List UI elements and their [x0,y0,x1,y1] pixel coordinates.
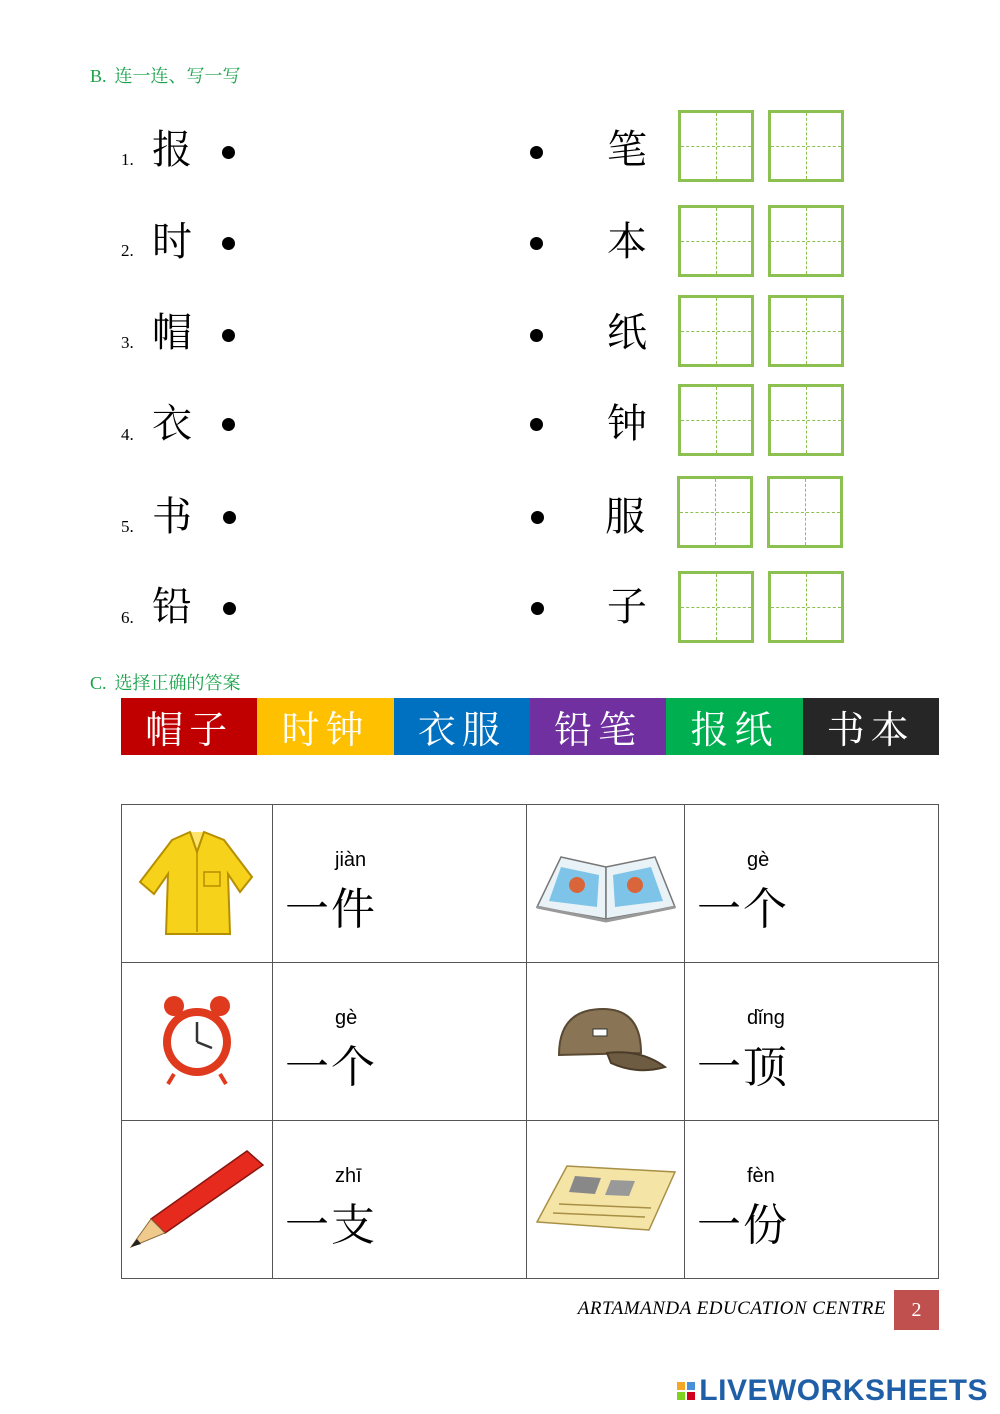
open-book-icon [531,837,681,927]
right-char: 服 [605,494,645,540]
right-match-dot[interactable] [530,329,543,342]
writing-box[interactable] [768,110,844,182]
writing-box[interactable] [678,295,754,367]
measure-cell[interactable] [273,1121,527,1279]
left-match-dot[interactable] [222,146,235,159]
writing-box[interactable] [678,110,754,182]
newspaper-icon [531,1158,681,1238]
measure-cell[interactable] [273,805,527,963]
left-match-dot[interactable] [222,329,235,342]
writing-box[interactable] [767,476,843,548]
word-option[interactable]: 书本 [803,698,939,755]
picture-cell [527,805,685,963]
right-char: 子 [607,584,647,630]
left-match-dot[interactable] [223,511,236,524]
picture-cell [527,963,685,1121]
measure-word: 一顶 [697,1042,789,1093]
pinyin: jiàn [335,849,367,871]
left-char: 书 [152,494,192,540]
picture-cell [527,1121,685,1279]
row-number: 6. [121,608,134,627]
word-option[interactable]: 报纸 [666,698,802,755]
liveworksheets-logo[interactable] [677,1374,988,1408]
writing-box[interactable] [678,205,754,277]
right-match-dot[interactable] [530,418,543,431]
measure-word: 一支 [285,1200,377,1251]
brown-cap-icon [541,995,671,1085]
section-b-heading [90,62,241,88]
table-row [122,1121,939,1279]
left-match-dot[interactable] [223,602,236,615]
footer-centre-name: ARTAMANDA EDUCATION CENTRE [577,1298,886,1319]
alarm-clock-icon [152,990,242,1090]
writing-box[interactable] [768,295,844,367]
yellow-shirt-icon [132,822,262,942]
left-char: 帽 [152,310,192,356]
word-bank [121,698,939,755]
right-char: 钟 [607,401,647,447]
right-char: 本 [607,219,647,265]
measure-cell[interactable] [685,805,939,963]
liveworksheets-icon [677,1382,695,1400]
measure-cell[interactable] [685,1121,939,1279]
measure-cell[interactable] [685,963,939,1121]
red-pencil-icon [127,1143,267,1253]
word-option[interactable]: 衣服 [394,698,530,755]
word-option[interactable]: 时钟 [257,698,393,755]
writing-box[interactable] [768,384,844,456]
measure-word: 一份 [697,1200,789,1251]
section-b-letter: B. [90,66,107,86]
table-row [122,963,939,1121]
writing-box[interactable] [678,571,754,643]
left-char: 铅 [152,584,192,630]
row-number: 2. [121,241,134,260]
measure-word: 一个 [285,1042,377,1093]
pinyin: gè [335,1007,358,1029]
word-option[interactable]: 铅笔 [530,698,666,755]
right-match-dot[interactable] [531,602,544,615]
liveworksheets-brand: LIVEWORKSHEETS [699,1374,988,1407]
pinyin: dǐng [747,1007,785,1029]
pinyin: zhī [335,1165,362,1187]
right-match-dot[interactable] [531,511,544,524]
right-match-dot[interactable] [530,237,543,250]
right-char: 纸 [607,310,647,356]
right-char: 笔 [607,127,647,173]
measure-word: 一件 [285,884,377,935]
row-number: 5. [121,517,134,536]
page-number: 2 [894,1290,939,1330]
left-char: 报 [152,127,192,173]
word-option[interactable]: 帽子 [121,698,257,755]
picture-cell [122,805,273,963]
writing-box[interactable] [678,384,754,456]
right-match-dot[interactable] [530,146,543,159]
section-b-title: 连一连、写一写 [114,66,241,87]
picture-cell [122,1121,273,1279]
section-c-title: 选择正确的答案 [114,673,241,694]
left-match-dot[interactable] [222,418,235,431]
row-number: 3. [121,333,134,352]
writing-box[interactable] [768,205,844,277]
measure-word: 一个 [697,884,789,935]
section-c-heading [90,669,241,695]
writing-box[interactable] [677,476,753,548]
row-number: 1. [121,150,134,169]
picture-cell [122,963,273,1121]
section-c-letter: C. [90,673,107,693]
answer-table [121,804,939,1279]
pinyin: fèn [747,1165,775,1187]
measure-cell[interactable] [273,963,527,1121]
left-char: 时 [152,219,192,265]
pinyin: gè [747,849,770,871]
left-match-dot[interactable] [222,237,235,250]
left-char: 衣 [152,401,192,447]
table-row [122,805,939,963]
row-number: 4. [121,425,134,444]
writing-box[interactable] [768,571,844,643]
